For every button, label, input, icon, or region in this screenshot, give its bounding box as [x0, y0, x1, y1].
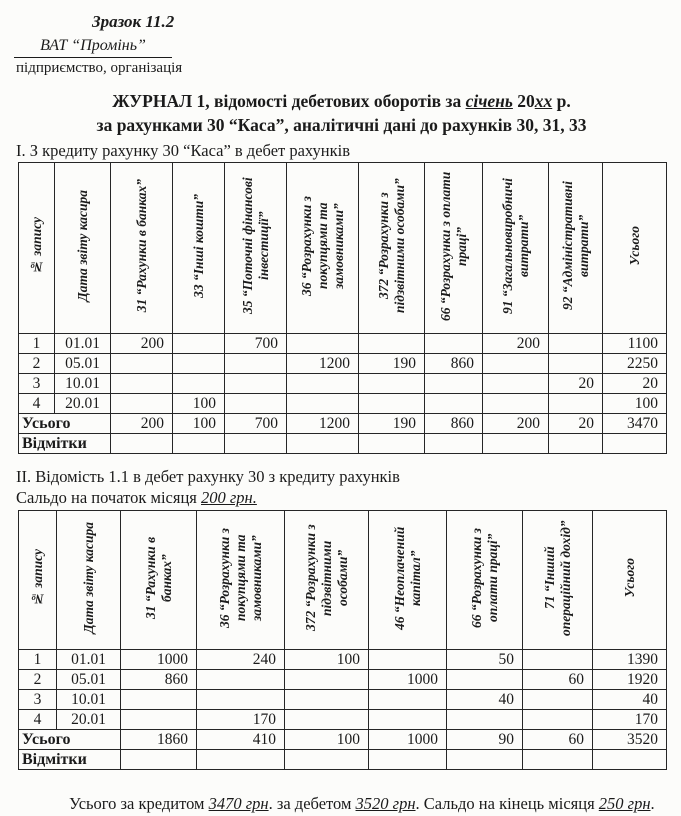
- cell: [173, 354, 225, 374]
- cell: 700: [225, 414, 287, 434]
- cell: [285, 750, 369, 770]
- title-year-prefix: 20: [512, 91, 535, 111]
- cell: 860: [425, 414, 483, 434]
- cell: 200: [483, 334, 549, 354]
- cell: [549, 334, 603, 354]
- cell: [523, 650, 593, 670]
- saldo-end-value: 250 грн: [598, 794, 651, 814]
- notes-row: [19, 750, 667, 770]
- summary-text: .: [650, 794, 655, 814]
- cell: [603, 434, 667, 454]
- cell: [197, 690, 285, 710]
- col-header-372: 372 “Розрахунки з підзвітними особами”: [359, 163, 425, 334]
- cell: 700: [225, 334, 287, 354]
- notes-label: Відмітки: [19, 434, 111, 454]
- cell: [425, 434, 483, 454]
- title-line-1: [14, 90, 669, 114]
- cell: 1000: [121, 650, 197, 670]
- cell: [483, 394, 549, 414]
- cell: 60: [523, 730, 593, 750]
- cell: [447, 710, 523, 730]
- cell: 1000: [369, 670, 447, 690]
- col-header-36: 36 “Розрахунки з покупцями та замовниками”: [197, 511, 285, 650]
- vedomist-table: [18, 510, 667, 770]
- company-name: ВАТ “Промінь”: [14, 32, 172, 58]
- cell: [483, 434, 549, 454]
- cell: 2: [19, 354, 55, 374]
- cell: [287, 434, 359, 454]
- cell: [197, 670, 285, 690]
- col-header-372: 372 “Розрахунки з підзвітними особами”: [285, 511, 369, 650]
- cell: 410: [197, 730, 285, 750]
- cell: [173, 434, 225, 454]
- cell: 100: [285, 650, 369, 670]
- cell: 100: [285, 730, 369, 750]
- col-header-date: Дата звіту касира: [57, 511, 121, 650]
- cell: 20.01: [57, 710, 121, 730]
- table-row: [19, 690, 667, 710]
- cell: [369, 690, 447, 710]
- cell: [287, 374, 359, 394]
- title-year-xx: хх: [534, 91, 553, 111]
- col-header-66: 66 “Розрахунки з оплати праці”: [425, 163, 483, 334]
- cell: 01.01: [55, 334, 111, 354]
- cell: 1000: [369, 730, 447, 750]
- cell: [425, 394, 483, 414]
- cell: [549, 434, 603, 454]
- cell: 190: [359, 354, 425, 374]
- cell: [111, 374, 173, 394]
- cell: 50: [447, 650, 523, 670]
- notes-label: Відмітки: [19, 750, 121, 770]
- summary-line: [69, 794, 669, 814]
- cell: 05.01: [57, 670, 121, 690]
- table-row: [19, 670, 667, 690]
- table-row: [19, 650, 667, 670]
- title-suffix: р.: [552, 91, 571, 111]
- col-header-date: Дата звіту касира: [55, 163, 111, 334]
- cell: 40: [447, 690, 523, 710]
- section1-heading: I. З кредиту рахунку 30 “Каса” в дебет рахунків: [16, 141, 351, 161]
- totals-row: [19, 414, 667, 434]
- cell: 3: [19, 374, 55, 394]
- cell: 170: [593, 710, 667, 730]
- summary-text: . Сальдо на кінець місяця: [415, 794, 599, 814]
- summary-text: Усього за кредитом: [69, 794, 209, 814]
- cell: 4: [19, 394, 55, 414]
- title-text: ЖУРНАЛ 1, відомості дебетових оборотів за: [112, 91, 466, 111]
- cell: [447, 670, 523, 690]
- col-header-31: 31 “Рахунки в банках”: [111, 163, 173, 334]
- cell: 05.01: [55, 354, 111, 374]
- cell: 10.01: [55, 374, 111, 394]
- cell: 1200: [287, 354, 359, 374]
- totals-row: [19, 730, 667, 750]
- col-header-46: 46 “Неоплачений капітал”: [369, 511, 447, 650]
- cell: 1390: [593, 650, 667, 670]
- cell: [549, 394, 603, 414]
- cell: 2: [19, 670, 57, 690]
- credit-total-value: 3470 грн: [208, 794, 269, 814]
- cell: 240: [197, 650, 285, 670]
- header-row: [19, 511, 667, 650]
- cell: 200: [111, 334, 173, 354]
- cell: 1200: [287, 414, 359, 434]
- cell: [287, 394, 359, 414]
- journal-title: [14, 90, 669, 137]
- cell: [287, 334, 359, 354]
- cell: [225, 374, 287, 394]
- cell: [285, 690, 369, 710]
- cell: [483, 354, 549, 374]
- cell: [369, 650, 447, 670]
- col-header-total: Усього: [603, 163, 667, 334]
- saldo-start-text: Сальдо на початок місяця: [16, 488, 201, 508]
- cell: [121, 710, 197, 730]
- title-line-2: за рахунками 30 “Каса”, аналітичні дані до рахунків 30, 31, 33: [96, 114, 587, 135]
- cell: [121, 750, 197, 770]
- table-row: [19, 710, 667, 730]
- cell: 3520: [593, 730, 667, 750]
- cell: [225, 354, 287, 374]
- cell: [173, 334, 225, 354]
- cell: 01.01: [57, 650, 121, 670]
- cell: 4: [19, 710, 57, 730]
- cell: [197, 750, 285, 770]
- cell: [121, 690, 197, 710]
- col-header-total: Усього: [593, 511, 667, 650]
- cell: 860: [425, 354, 483, 374]
- header-row: [19, 163, 667, 334]
- sample-label: Зразок 11.2: [92, 12, 175, 31]
- cell: [359, 394, 425, 414]
- cell: [369, 710, 447, 730]
- col-header-35: 35 “Поточні фінансові інвестиції”: [225, 163, 287, 334]
- col-header-record-no: № запису: [19, 511, 57, 650]
- cell: [359, 434, 425, 454]
- cell: 3470: [603, 414, 667, 434]
- cell: 170: [197, 710, 285, 730]
- notes-row: [19, 434, 667, 454]
- cell: 20: [549, 374, 603, 394]
- cell: 40: [593, 690, 667, 710]
- saldo-start-line: [16, 488, 669, 508]
- cell: [549, 354, 603, 374]
- table-row: [19, 394, 667, 414]
- cell: [593, 750, 667, 770]
- cell: [225, 434, 287, 454]
- table-row: [19, 354, 667, 374]
- cell: 1100: [603, 334, 667, 354]
- cell: 100: [173, 394, 225, 414]
- cell: 3: [19, 690, 57, 710]
- table-row: [19, 334, 667, 354]
- cell: 1920: [593, 670, 667, 690]
- cell: [359, 374, 425, 394]
- cell: 2250: [603, 354, 667, 374]
- cell: [359, 334, 425, 354]
- debit-total-value: 3520 грн: [355, 794, 416, 814]
- cell: [523, 690, 593, 710]
- totals-label: Усього: [19, 414, 111, 434]
- col-header-31: 31 “Рахунки в банках”: [121, 511, 197, 650]
- cell: 90: [447, 730, 523, 750]
- cell: 60: [523, 670, 593, 690]
- totals-label: Усього: [19, 730, 121, 750]
- cell: 100: [603, 394, 667, 414]
- col-header-record-no: № запису: [19, 163, 55, 334]
- cell: [447, 750, 523, 770]
- journal1-table: [18, 162, 667, 454]
- cell: [425, 334, 483, 354]
- cell: 20: [549, 414, 603, 434]
- cell: [483, 374, 549, 394]
- cell: 20: [603, 374, 667, 394]
- cell: [111, 434, 173, 454]
- cell: [111, 354, 173, 374]
- col-header-92: 92 “Адміністративні витрати”: [549, 163, 603, 334]
- cell: [285, 710, 369, 730]
- cell: 10.01: [57, 690, 121, 710]
- summary-text: . за дебетом: [268, 794, 356, 814]
- table-row: [19, 374, 667, 394]
- cell: [369, 750, 447, 770]
- cell: 20.01: [55, 394, 111, 414]
- cell: [425, 374, 483, 394]
- cell: 200: [111, 414, 173, 434]
- cell: 1860: [121, 730, 197, 750]
- cell: 190: [359, 414, 425, 434]
- saldo-start-value: 200 грн.: [201, 488, 257, 508]
- col-header-33: 33 “Інші кошти”: [173, 163, 225, 334]
- cell: 1: [19, 650, 57, 670]
- company-caption: підприємство, організація: [16, 60, 183, 76]
- cell: [173, 374, 225, 394]
- cell: 1: [19, 334, 55, 354]
- col-header-66: 66 “Розрахунки з оплати праці”: [447, 511, 523, 650]
- cell: [225, 394, 287, 414]
- cell: 860: [121, 670, 197, 690]
- cell: 200: [483, 414, 549, 434]
- cell: [523, 710, 593, 730]
- cell: [523, 750, 593, 770]
- title-month: січень: [465, 91, 513, 111]
- col-header-71: 71 “Інший операційний дохід”: [523, 511, 593, 650]
- col-header-91: 91 “Загальновиробничі витрати”: [483, 163, 549, 334]
- cell: [285, 670, 369, 690]
- section2-heading: II. Відомість 1.1 в дебет рахунку 30 з кредиту рахунків: [16, 467, 400, 487]
- cell: [111, 394, 173, 414]
- col-header-36: 36 “Розрахунки з покупцями та замовниками”: [287, 163, 359, 334]
- cell: 100: [173, 414, 225, 434]
